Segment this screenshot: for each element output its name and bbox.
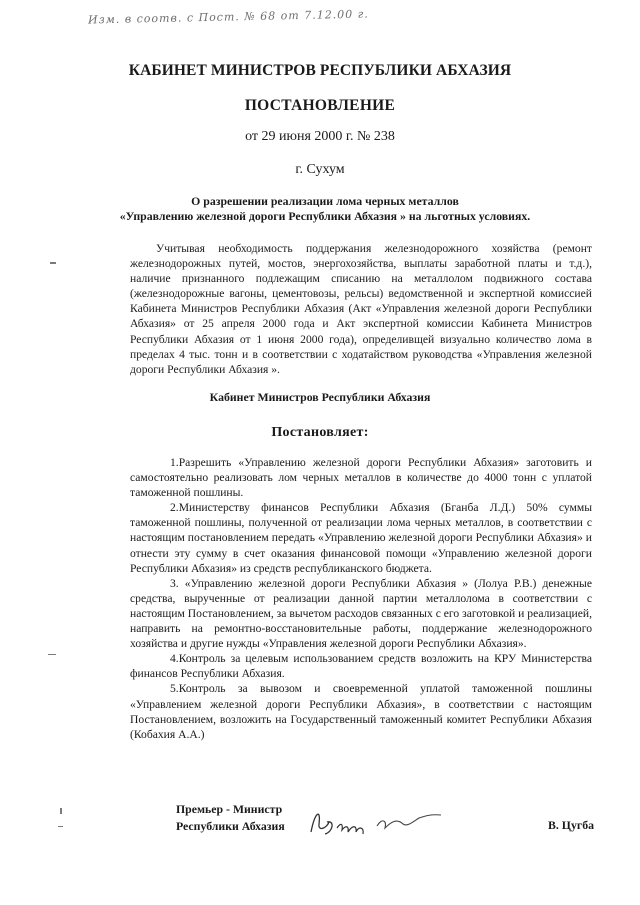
cabinet-heading: Кабинет Министров Республики Абхазия [209, 390, 431, 404]
resolution-items [130, 455, 592, 742]
document-city: г. Сухум [295, 162, 345, 177]
handwritten-signature [305, 802, 455, 842]
handwritten-note: Изм. в соотв. с Пост. № 68 от 7.12.00 г. [87, 7, 369, 27]
resolution-item-5: 5.Контроль за вывозом и своевременной уплатой таможенной пошлины «Управлением железной дороги Республики Абхазия», в соответствии с настоящим Постановлением, возложить на Государственный таможенный комитет Республики Абхазия (Кобахия А.А.) [130, 682, 592, 741]
resolution-item-4: 4.Контроль за целевым использованием средств возложить на КРУ Министерства финансов Республики Абхазия. [130, 652, 592, 681]
document-subject [60, 194, 590, 224]
margin-scan-mark [58, 826, 63, 827]
document-type: ПОСТАНОВЛЕНИЕ [244, 97, 396, 114]
signatory-title-line-1: Премьер - Министр [176, 802, 283, 816]
organization-title: КАБИНЕТ МИНИСТРОВ РЕСПУБЛИКИ АБХАЗИЯ [128, 62, 512, 79]
margin-scan-mark [60, 808, 62, 814]
signatory-title-line-2: Республики Абхазия [176, 819, 285, 833]
margin-scan-mark [48, 654, 56, 655]
margin-scan-mark [50, 262, 56, 264]
subject-line-2: «Управлению железной дороги Республики Абхазия » на льготных условиях. [119, 209, 531, 223]
resolution-item-1: 1.Разрешить «Управлению железной дороги Республики Абхазия» заготовить и самостоятельно реализовать лом черных металлов в количестве до 4000 тонн с уплатой таможенной пошлины. [130, 456, 592, 500]
signatory-title [176, 801, 285, 835]
resolution-item-2: 2.Министерству финансов Республики Абхазия (Бганба Л.Д.) 50% суммы таможенной пошлины, полученной от реализации лома черных металлов, в соответствии с настоящим постановлением передать «Управлению железной дороги Республики Абхазия» и отнести эту сумму в счет оказания финансовой помощи «Управлению железной дороги Республики Абхазия» из средств республиканского бюджета. [130, 501, 592, 575]
signatory-name: В. Цугба [548, 818, 594, 832]
subject-line-1: О разрешении реализации лома черных металлов [191, 194, 459, 208]
resolves-heading: Постановляет: [271, 425, 369, 440]
intro-paragraph: Учитывая необходимость поддержания железнодорожного хозяйства (ремонт железнодорожных путей, мостов, энергохозяйства, выплаты заработной платы и т.д.), наличие признанного подлежащим списанию на металлолом подвижного состава (железнодорожные вагоны, цементовозы, рельсы) ведомственной и экспертной комиссией Кабинета Министров Республики Абхазия (Акт «Управления железной дороги Республики Абхазия» от 25 апреля 2000 года и Акт экспертной комиссии Кабинета Министров Республики Абхазия от 1 июня 2000 года), определивщей визуально количество лома в пределах 4 тыс. тонн и в соответствии с ходатайством руководства «Управления железной дороги Республики Абхазия ». [130, 242, 592, 376]
resolution-item-3: 3. «Управлению железной дороги Республики Абхазия » (Лолуа Р.В.) денежные средства, вырученные от реализации данной партии металлолома в соответствии с настоящим Постановлением, за вычетом расходов связанных с его заготовкой и реализацией, направить на ремонтно-восстановительные работы, поддержание железнодорожного хозяйства и другие нужды «Управления железной дороги Республики Абхазия». [130, 576, 592, 651]
document-date-number: от 29 июня 2000 г. № 238 [245, 129, 395, 144]
